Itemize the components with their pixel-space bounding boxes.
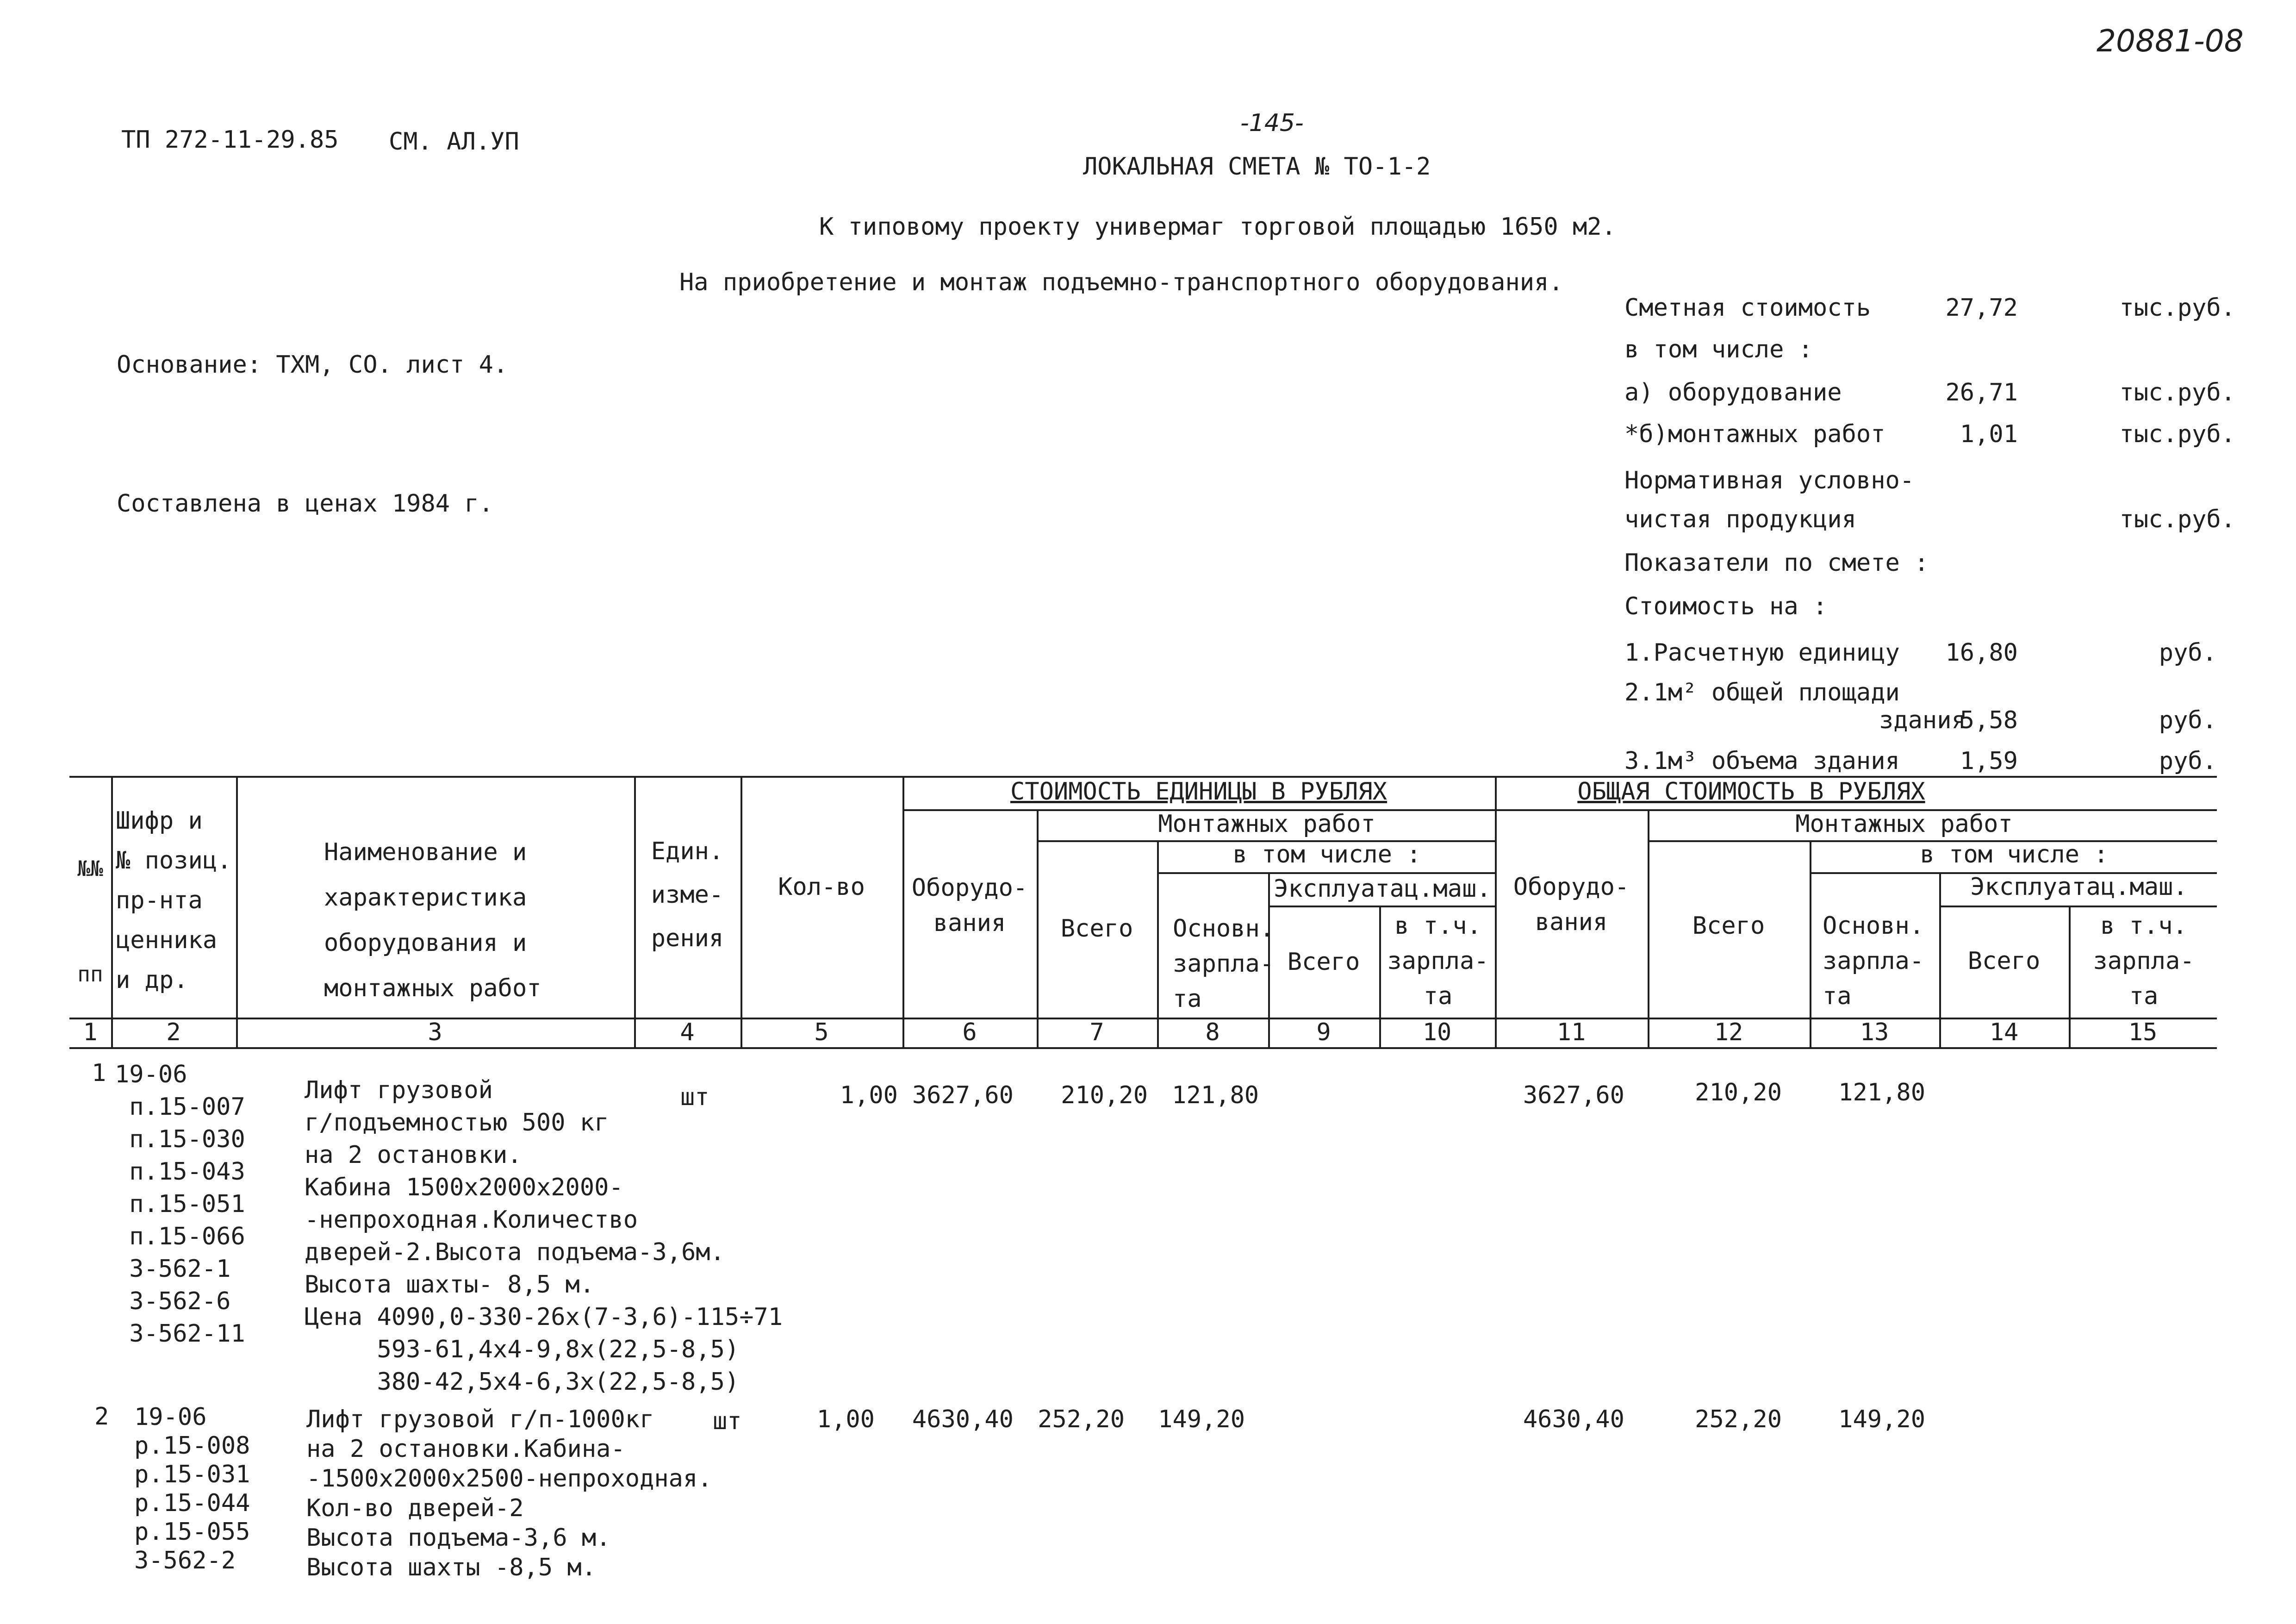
row-equipment-cost: 3627,60	[912, 1081, 1014, 1109]
row-mounting-total: 252,20	[1038, 1405, 1125, 1433]
row-equipment-cost: 4630,40	[912, 1405, 1014, 1433]
column-number: 2	[166, 1018, 181, 1046]
unit2-unit: руб.	[2159, 706, 2217, 734]
cost-unit: тыс.руб.	[2119, 294, 2235, 322]
unit3-unit: руб.	[2159, 747, 2217, 775]
unit3-label: 3.1м³ объема здания	[1624, 747, 1900, 775]
row-unit: шт	[713, 1407, 742, 1435]
row-name: Лифт грузовой г/п-1000кг на 2 остановки.Кабина- -1500x2000x2500-непроходная. Кол-во дверей-2 Высота подъема-3,6 м. Высота шахты -8,5 м.	[306, 1405, 712, 1581]
column-number: 1	[83, 1018, 98, 1046]
row-number: 2	[94, 1403, 109, 1430]
header-total-sum: Всего	[1692, 912, 1765, 940]
unit1-value: 16,80	[1945, 639, 2018, 667]
column-number: 9	[1316, 1018, 1331, 1046]
row-name: Лифт грузовой г/подъемностью 500 кг на 2 остановки. Кабина 1500x2000x2000- -непроходная.Количество дверей-2.Высота подъема-3,6м. Высота шахты- 8,5 м. Цена 4090,0-330-26x(7-3,6)-115÷71 593-61,4x4-9,8x(22,5-8,5) 380-42,5x4-6,3x(22,5-8,5)	[305, 1076, 783, 1396]
row-qty: 1,00	[840, 1081, 898, 1109]
column-number: 13	[1860, 1018, 1889, 1046]
cost-per-label: Стоимость на :	[1624, 593, 1828, 620]
unit1-label: 1.Расчетную единицу	[1624, 639, 1900, 667]
page-number: -145-	[1240, 109, 1304, 137]
unit1-unit: руб.	[2159, 639, 2217, 667]
indicators-label: Показатели по смете :	[1624, 549, 1929, 577]
column-number: 14	[1989, 1018, 2019, 1046]
header-machines-wage: в т.ч. зарпла- та	[1387, 912, 1489, 1010]
row-code: 19-06 п.15-007 п.15-030 п.15-043 п.15-051 п.15-066 3-562-1 3-562-6 3-562-11	[115, 1061, 245, 1348]
header-machines: Эксплуатац.маш.	[1274, 875, 1491, 903]
header-name: Наименование и характеристика оборудования и монтажных работ	[324, 838, 541, 1002]
column-number: 3	[428, 1018, 442, 1046]
row-base-wage: 121,80	[1172, 1081, 1259, 1109]
equipment-value: 26,71	[1945, 379, 2018, 406]
header-equipment: Оборудо- вания	[911, 874, 1028, 937]
row-unit: шт	[680, 1083, 709, 1111]
equipment-label: а) оборудование	[1624, 379, 1842, 406]
header-total: Всего	[1060, 915, 1133, 943]
header-code: Шифр и № позиц. пр-нта ценника и др.	[116, 807, 232, 994]
row-total-wage: 149,20	[1838, 1405, 1925, 1433]
header-no: №№ пп	[77, 856, 103, 987]
header-total-mounting: Монтажных работ	[1795, 810, 2013, 838]
row-total-mounting: 252,20	[1695, 1405, 1782, 1433]
header-total-cost: ОБЩАЯ СТОИМОСТЬ В РУБЛЯХ	[1577, 778, 1925, 806]
column-number: 12	[1714, 1018, 1743, 1046]
including-label: в том числе :	[1624, 336, 1813, 363]
norm-label-line2: чистая продукция	[1624, 506, 1856, 533]
column-number: 8	[1205, 1018, 1220, 1046]
row-qty: 1,00	[816, 1405, 875, 1433]
header-total-machines: Эксплуатац.маш.	[1970, 873, 2188, 901]
cost-value: 27,72	[1945, 294, 2018, 322]
header-qty: Кол-во	[778, 873, 865, 901]
equipment-unit: тыс.руб.	[2119, 379, 2235, 406]
subtitle-project: К типовому проекту универмаг торговой площадью 1650 м2.	[819, 213, 1616, 241]
column-number: 15	[2128, 1018, 2158, 1046]
header-total-including: в том числе :	[1920, 841, 2109, 868]
header-including: в том числе :	[1232, 841, 1421, 868]
header-unit-cost: СТОИМОСТЬ ЕДИНИЦЫ В РУБЛЯХ	[1010, 778, 1387, 806]
see-reference: СМ. АЛ.УП	[389, 128, 519, 156]
header-base-wage: Основн. зарпла- та	[1173, 915, 1275, 1013]
column-number: 6	[962, 1018, 977, 1046]
mounting-value: 1,01	[1960, 420, 2018, 448]
row-number: 1	[92, 1059, 106, 1087]
norm-unit: тыс.руб.	[2119, 506, 2235, 533]
row-base-wage: 149,20	[1158, 1405, 1245, 1433]
column-number: 7	[1089, 1018, 1104, 1046]
document-title: ЛОКАЛЬНАЯ СМЕТА № ТО-1-2	[1083, 153, 1431, 181]
header-total-machines-wage: в т.ч. зарпла- та	[2093, 912, 2195, 1010]
tp-code: ТП 272-11-29.85	[121, 126, 339, 154]
row-total-equipment: 4630,40	[1523, 1405, 1624, 1433]
mounting-unit: тыс.руб.	[2119, 420, 2235, 448]
unit2-label: 2.1м² общей площади	[1624, 679, 1900, 706]
unit2-value: 5,58	[1960, 706, 2018, 734]
column-number: 10	[1422, 1018, 1452, 1046]
unit3-value: 1,59	[1960, 747, 2018, 775]
column-number: 5	[814, 1018, 829, 1046]
subtitle-purpose: На приобретение и монтаж подъемно-транспортного оборудования.	[679, 269, 1563, 296]
header-total-base-wage: Основн. зарпла- та	[1823, 912, 1924, 1010]
row-mounting-total: 210,20	[1061, 1081, 1148, 1109]
norm-label-line1: Нормативная условно-	[1624, 467, 1915, 494]
mounting-label: *б)монтажных работ	[1624, 420, 1885, 448]
row-total-equipment: 3627,60	[1523, 1081, 1624, 1109]
row-total-mounting: 210,20	[1695, 1079, 1782, 1106]
header-machines-total: Всего	[1287, 948, 1360, 976]
header-total-machines-total: Всего	[1967, 947, 2041, 975]
corner-note: 20881-08	[2097, 23, 2244, 59]
header-unit: Един. изме- рения	[651, 837, 724, 952]
column-number: 11	[1556, 1018, 1586, 1046]
header-total-equipment: Оборудо- вания	[1513, 873, 1630, 936]
unit2-label-cont: здания	[1879, 706, 1966, 734]
row-total-wage: 121,80	[1838, 1079, 1925, 1106]
prices-year-note: Составлена в ценах 1984 г.	[117, 490, 493, 518]
column-number: 4	[680, 1018, 695, 1046]
cost-label: Сметная стоимость	[1624, 294, 1871, 322]
header-mounting: Монтажных работ	[1158, 810, 1375, 838]
row-code: 19-06 p.15-008 p.15-031 p.15-044 p.15-055 3-562-2	[134, 1403, 250, 1574]
basis-note: Основание: ТХМ, СО. лист 4.	[117, 351, 508, 379]
